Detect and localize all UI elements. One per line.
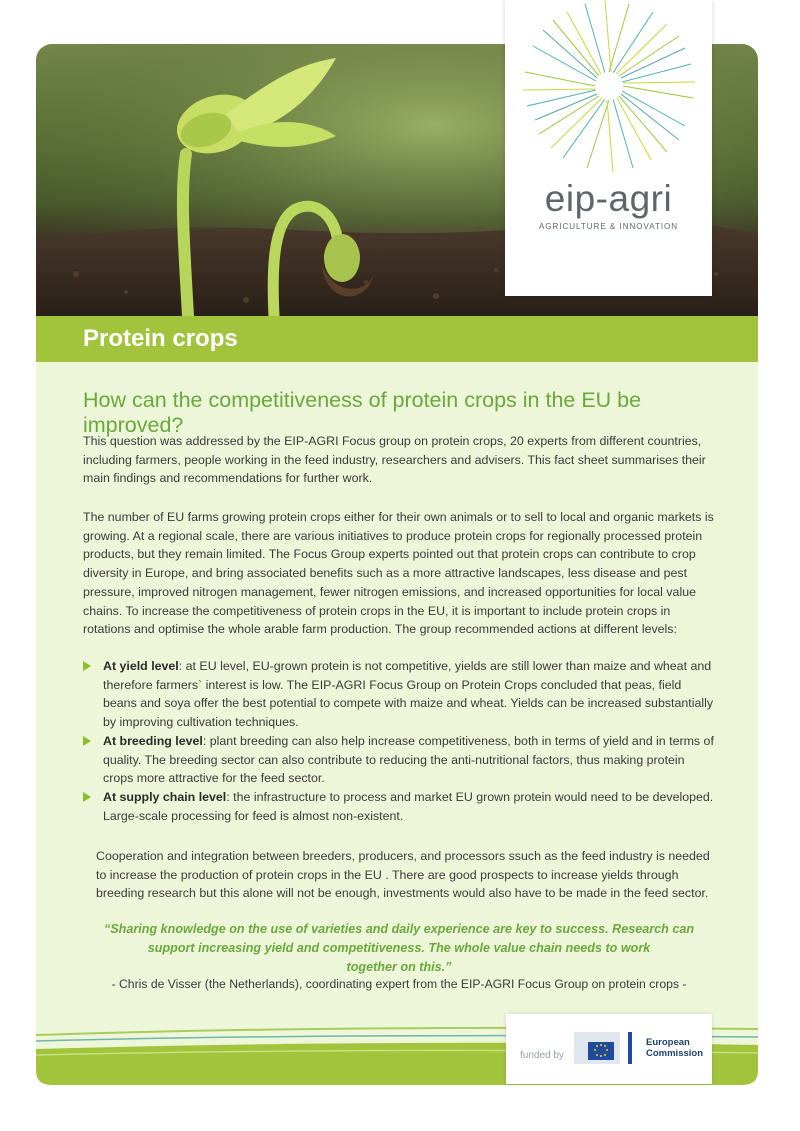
list-item xyxy=(83,732,715,788)
intro-paragraph: This question was addressed by the EIP-AGRI Focus group on protein crops, 20 experts from different countries, including farmers, people working in the feed industry, researchers and advisers. This fact sheet summarises their main findings and recommendations for further work. xyxy=(83,434,706,486)
logo-tagline: AGRICULTURE & INNOVATION xyxy=(538,222,679,231)
quote-attribution: - Chris de Visser (the Netherlands), coordinating expert from the EIP-AGRI Focus Group on protein crops - xyxy=(111,977,687,991)
ec-label-line: Commission xyxy=(646,1048,704,1059)
bullet-arrow-icon xyxy=(83,736,91,746)
bullet-arrow-icon xyxy=(83,792,91,802)
quote-line: “Sharing knowledge on the use of varieties and daily experience are key to success. Research can xyxy=(103,922,695,936)
funding-box xyxy=(506,1014,712,1084)
section-question: How can the competitiveness of protein crops in the EU be improved? xyxy=(83,388,642,437)
bullet-arrow-icon xyxy=(83,661,91,671)
list-item xyxy=(83,788,715,825)
bullet-text: : the infrastructure to process and market EU grown protein would need to be developed. Large-scale processing for feed is almost non-existent. xyxy=(103,789,714,823)
context-paragraph: The number of EU farms growing protein crops either for their own animals or to sell to local and organic markets is growing. At a regional scale, there are various initiatives to produce protein crops for regionally processed protein products, but they remain limited. The Focus Group experts pointed out that protein crops can contribute to crop diversity in Europe, and bring associated benefits such as a more attractive landscapes, less disease and pest pressure, improved nitrogen management, fewer nitrogen emissions, and increased opportunities for local value chains. To increase the competitiveness of protein crops in the EU, it is important to include protein crops in rotations and optimise the whole arable farm production. The group recommended actions at different levels: xyxy=(83,510,714,637)
bullet-text: : plant breeding can also help increase competitiveness, both in terms of yield and in terms of quality. The breeding sector can also contribute to reducing the anti-nutritional factors, thus making protein crops more attractive for the feed sector. xyxy=(103,733,714,786)
list-item xyxy=(83,657,715,732)
title-band xyxy=(36,316,758,362)
logo-wordmark: eip-agri xyxy=(544,178,673,219)
page-title: Protein crops xyxy=(83,325,238,352)
recommendation-list xyxy=(83,657,715,825)
quote-line: together on this.” xyxy=(346,960,452,974)
eip-agri-logo xyxy=(505,0,712,296)
bullet-text: : at EU level, EU-grown protein is not competitive, yields are still lower than maize and wheat and therefore farmers` interest is low. The EIP-AGRI Focus Group on Protein Crops concluded that peas, field beans and soya offer the best potential to compete with maize and wheat. Yields can be increased substantially by improving cultivation techniques. xyxy=(103,659,714,730)
quote-line: support increasing yield and competitiveness. The whole value chain needs to work xyxy=(147,941,651,955)
logo-starburst-icon xyxy=(505,0,712,180)
bullet-heading: At yield level xyxy=(103,659,179,673)
ec-label xyxy=(646,1037,703,1059)
cooperation-paragraph: Cooperation and integration between breeders, producers, and processors ssuch as the feed industry is needed to increase the production of protein crops in the EU . There are good prospects to increase yields through breeding research but this alone will not be enough, investments would also have to be made in the feed sector. xyxy=(96,849,710,901)
bullet-heading: At breeding level xyxy=(103,733,203,748)
funded-by-label: funded by xyxy=(520,1050,564,1061)
ec-label-line: European xyxy=(646,1037,690,1048)
expert-quote xyxy=(83,920,715,977)
bullet-heading: At supply chain level xyxy=(103,789,227,804)
